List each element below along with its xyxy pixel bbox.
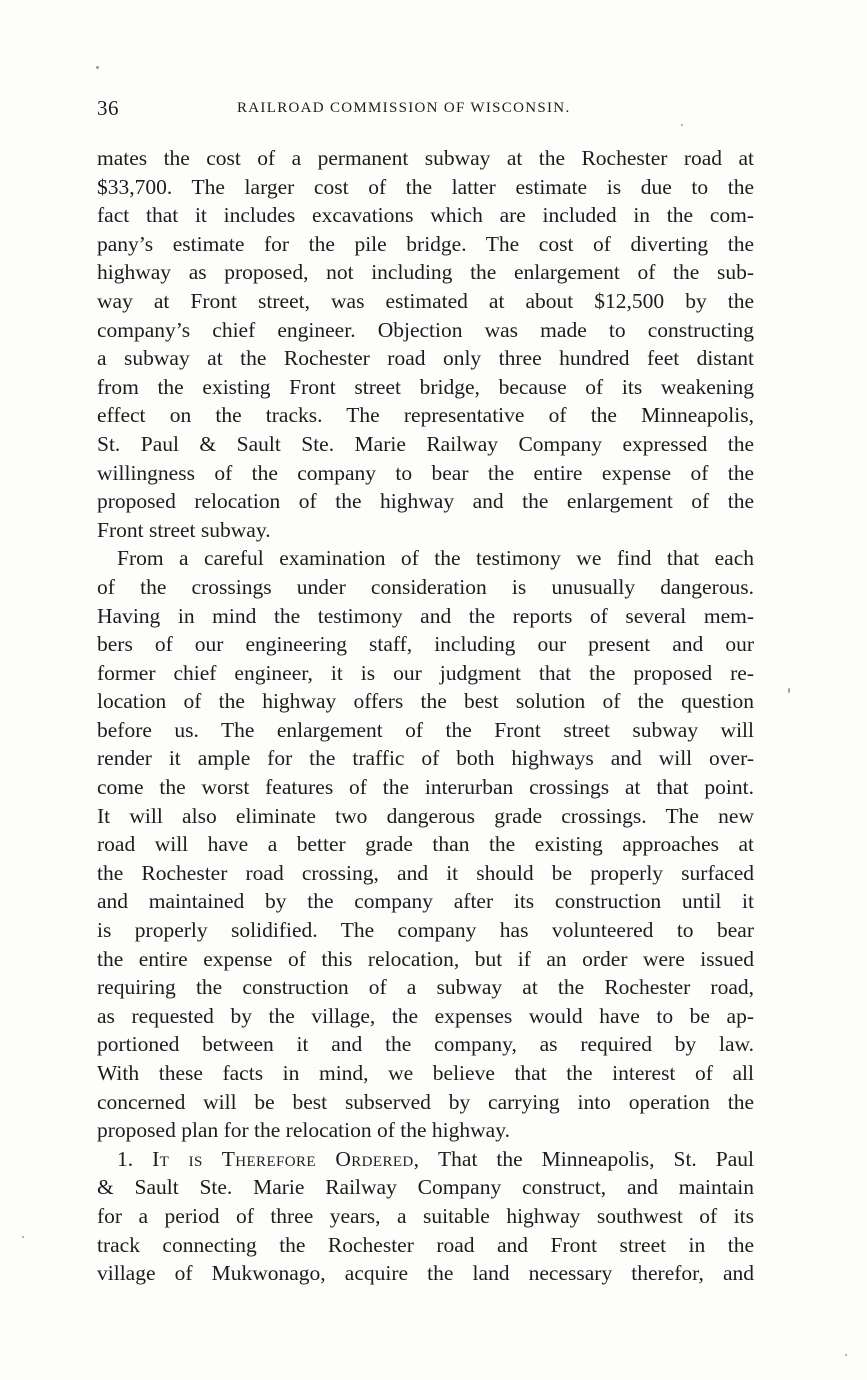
text-line: come the worst features of the interurban crossings at that point. bbox=[97, 775, 754, 800]
text-line: pany’s estimate for the pile bridge. The cost of diverting the bbox=[97, 231, 754, 256]
text-line: village of Mukwonago, acquire the land necessary therefor, and bbox=[97, 1261, 754, 1286]
text-line: From a careful examination of the testimony we find that each bbox=[117, 546, 754, 571]
text-line: fact that it includes excavations which are included in the com- bbox=[97, 203, 754, 228]
text-line: road will have a better grade than the existing approaches at bbox=[97, 832, 754, 857]
text-line: concerned will be best subserved by carrying into operation the bbox=[97, 1089, 754, 1114]
order-first-line bbox=[97, 1145, 754, 1174]
page-header bbox=[97, 96, 753, 120]
paragraph-order bbox=[97, 1145, 754, 1288]
scan-speck bbox=[788, 688, 790, 693]
scan-speck bbox=[681, 124, 683, 126]
text-line: With these facts in mind, we believe that the interest of all bbox=[97, 1061, 754, 1085]
text-line: a subway at the Rochester road only three hundred feet distant bbox=[97, 346, 754, 371]
text-line: and maintained by the company after its construction until it bbox=[97, 889, 754, 914]
text-line: It will also eliminate two dangerous grade crossings. The new bbox=[97, 803, 754, 828]
order-number: 1. bbox=[117, 1146, 134, 1171]
text-line: former chief engineer, it is our judgment that the proposed re- bbox=[97, 660, 754, 685]
paragraph-cost-estimates bbox=[97, 144, 754, 544]
text-line: is properly solidified. The company has volunteered to bear bbox=[97, 918, 754, 943]
text-line: render it ample for the traffic of both highways and will over- bbox=[97, 746, 754, 771]
text-line: of the crossings under consideration is unusually dangerous. bbox=[97, 574, 754, 599]
text-line: track connecting the Rochester road and Front street in the bbox=[97, 1232, 754, 1257]
text-line: willingness of the company to bear the entire expense of the bbox=[97, 460, 754, 485]
text-line: highway as proposed, not including the enlargement of the sub- bbox=[97, 260, 754, 285]
text-line: mates the cost of a permanent subway at the Rochester road at bbox=[97, 146, 754, 170]
text-line: proposed relocation of the highway and the enlargement of the bbox=[97, 489, 754, 514]
text-line: proposed plan for the relocation of the highway. bbox=[97, 1118, 510, 1143]
text-line: company’s chief engineer. Objection was made to constructing bbox=[97, 317, 754, 342]
text-line: portioned between it and the company, as required by law. bbox=[97, 1032, 754, 1057]
text-line: for a period of three years, a suitable highway southwest of its bbox=[97, 1203, 754, 1228]
text-line: requiring the construction of a subway at the Rochester road, bbox=[97, 975, 754, 1000]
text-line: before us. The enlargement of the Front street subway will bbox=[97, 717, 754, 742]
text-line: St. Paul & Sault Ste. Marie Railway Company expressed the bbox=[97, 431, 754, 456]
text-line: Having in mind the testimony and the reports of several mem- bbox=[97, 603, 754, 628]
scan-speck bbox=[96, 66, 99, 69]
text-line: & Sault Ste. Marie Railway Company construct, and maintain bbox=[97, 1175, 754, 1200]
text-line: $33,700. The larger cost of the latter estimate is due to the bbox=[97, 174, 754, 199]
text-line: bers of our engineering staff, including our present and our bbox=[97, 632, 754, 657]
paragraph-findings bbox=[97, 544, 754, 1144]
text-line: Front street subway. bbox=[97, 517, 271, 542]
text-line: the Rochester road crossing, and it should be properly surfaced bbox=[97, 860, 754, 885]
order-first-line-text: That the Minneapolis, St. Paul bbox=[438, 1146, 755, 1171]
running-head: RAILROAD COMMISSION OF WISCONSIN. bbox=[237, 100, 571, 116]
text-line: as requested by the village, the expenses would have to be ap- bbox=[97, 1003, 754, 1028]
ordered-phrase: It is Therefore Ordered, bbox=[152, 1146, 420, 1171]
body-text bbox=[97, 144, 754, 1288]
scan-speck bbox=[845, 1354, 847, 1356]
scan-speck bbox=[22, 1236, 24, 1238]
text-line: the entire expense of this relocation, but if an order were issued bbox=[97, 946, 754, 971]
page-number: 36 bbox=[97, 96, 119, 120]
text-line: location of the highway offers the best solution of the question bbox=[97, 689, 754, 714]
text-line: way at Front street, was estimated at about $12,500 by the bbox=[97, 288, 754, 313]
text-line: from the existing Front street bridge, because of its weakening bbox=[97, 374, 754, 399]
text-line: effect on the tracks. The representative of the Minneapolis, bbox=[97, 403, 754, 428]
